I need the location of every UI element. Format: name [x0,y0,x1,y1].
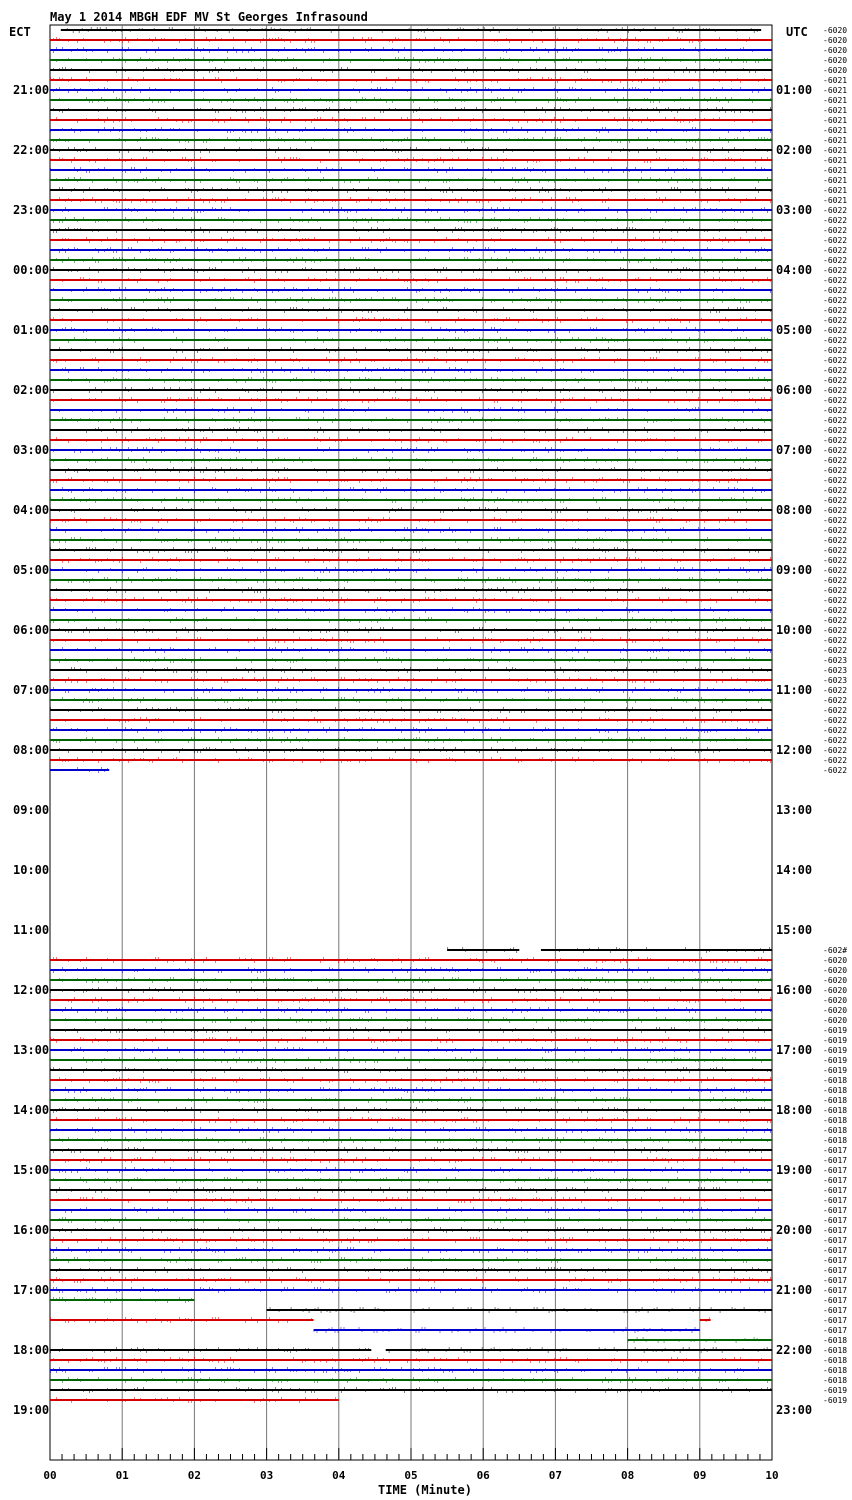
utc-hour-label: 13:00 [776,803,813,817]
trace-offset-label: -6019 [823,1036,848,1045]
trace-offset-label: -6017 [823,1246,848,1255]
ect-hour-label: 12:00 [13,983,50,997]
trace-offset-label: -6017 [823,1306,848,1315]
ect-hour-label: 23:00 [13,203,50,217]
x-tick-label: 00 [43,1469,57,1482]
ect-hour-label: 17:00 [13,1283,50,1297]
trace-offset-label: -6022 [823,696,848,705]
trace-offset-label: -6017 [823,1316,848,1325]
trace-offset-label: -6022 [823,256,848,265]
utc-hour-label: 18:00 [776,1103,813,1117]
utc-hour-label: 03:00 [776,203,813,217]
trace-offset-label: -6022 [823,386,848,395]
trace-offset-label: -6022 [823,626,848,635]
ect-hour-label: 07:00 [13,683,50,697]
trace-offset-label: -6021 [823,106,848,115]
trace-offset-label: -6021 [823,86,848,95]
trace-offset-label: -6022 [823,686,848,695]
trace-offset-label: -6018 [823,1366,848,1375]
trace-offset-label: -6022 [823,756,848,765]
trace-offset-label: -6022 [823,536,848,545]
trace-offset-label: -6022 [823,336,848,345]
utc-hour-label: 21:00 [776,1283,813,1297]
trace-offset-label: -6017 [823,1326,848,1335]
trace-offset-label: -6023 [823,666,848,675]
ect-hour-label: 04:00 [13,503,50,517]
trace-offset-label: -6018 [823,1346,848,1355]
utc-hour-label: 15:00 [776,923,813,937]
trace-offset-label: -6022 [823,416,848,425]
ect-hour-label: 13:00 [13,1043,50,1057]
ect-hour-label: 02:00 [13,383,50,397]
x-tick-label: 04 [332,1469,346,1482]
trace-offset-label: -6017 [823,1176,848,1185]
trace-offset-label: -6022 [823,206,848,215]
x-tick-label: 08 [620,1469,635,1482]
ect-hour-label: 22:00 [13,143,50,157]
trace-offset-label: -6021 [823,96,848,105]
trace-offset-label: -6022 [823,216,848,225]
utc-hour-label: 14:00 [776,863,813,877]
trace-offset-label: -6017 [823,1296,848,1305]
trace-offset-label: -6017 [823,1236,848,1245]
trace-offset-label: -6022 [823,486,848,495]
trace-offset-label: -6022 [823,566,848,575]
trace-offset-label: -6022 [823,596,848,605]
trace-offset-label: -6017 [823,1266,848,1275]
trace-offset-label: -6022 [823,296,848,305]
trace-offset-label: -6021 [823,186,848,195]
trace-offset-label: -6018 [823,1106,848,1115]
trace-offset-label: -6020 [823,976,848,985]
trace-offset-label: -6022 [823,766,848,775]
trace-offset-label: -6021 [823,176,848,185]
trace-offset-label: -6020 [823,996,848,1005]
trace-offset-label: -6022 [823,276,848,285]
utc-hour-label: 10:00 [776,623,813,637]
trace-offset-label: -6022 [823,726,848,735]
trace-offset-label: -6022 [823,266,848,275]
trace-offset-label: -6019 [823,1396,848,1405]
ect-hour-label: 09:00 [13,803,50,817]
trace-offset-label: -6022 [823,506,848,515]
trace-offset-label: -6020 [823,46,848,55]
trace-offset-label: -6020 [823,956,848,965]
x-tick-label: 07 [548,1469,563,1482]
trace-offset-label: -6019 [823,1056,848,1065]
trace-offset-label: -6021 [823,146,848,155]
trace-row [314,1328,700,1332]
x-axis-title: TIME (Minute) [378,1483,472,1497]
trace-offset-label: -6022 [823,556,848,565]
trace-offset-label: -6017 [823,1186,848,1195]
trace-offset-label: -6022 [823,446,848,455]
x-tick-label: 09 [693,1469,707,1482]
ect-hour-label: 11:00 [13,923,50,937]
trace-offset-label: -6018 [823,1096,848,1105]
trace-offset-label: -6022 [823,406,848,415]
ect-hour-label: 14:00 [13,1103,50,1117]
trace-offset-label: -6022 [823,326,848,335]
utc-hour-label: 20:00 [776,1223,813,1237]
utc-hour-label: 11:00 [776,683,813,697]
trace-offset-label: -6019 [823,1066,848,1075]
trace-offset-label: -6017 [823,1156,848,1165]
ect-hour-label: 01:00 [13,323,50,337]
ect-hour-label: 05:00 [13,563,50,577]
offset-labels [823,26,847,1405]
utc-hour-label: 09:00 [776,563,813,577]
trace-row [50,768,109,772]
utc-hour-label: 19:00 [776,1163,813,1177]
trace-offset-label: -6017 [823,1286,848,1295]
x-tick-label: 10 [765,1469,779,1482]
trace-offset-label: -6020 [823,26,848,35]
trace-offset-label: -6022 [823,466,848,475]
trace-offset-label: -6022 [823,226,848,235]
utc-hour-label: 04:00 [776,263,813,277]
trace-offset-label: -6021 [823,156,848,165]
utc-hour-label: 17:00 [776,1043,813,1057]
trace-offset-label: -6022 [823,436,848,445]
ect-hour-label: 06:00 [13,623,50,637]
trace-offset-label: -6022 [823,356,848,365]
utc-hour-label: 05:00 [776,323,813,337]
trace-offset-label: -6020 [823,66,848,75]
trace-offset-label: -6022 [823,586,848,595]
trace-offset-label: -6022 [823,736,848,745]
trace-offset-label: -6022 [823,576,848,585]
trace-offset-label: -6022 [823,706,848,715]
utc-hour-label: 01:00 [776,83,813,97]
trace-offset-label: -6021 [823,136,848,145]
trace-offset-label: -6020 [823,986,848,995]
trace-offset-label: -6022 [823,616,848,625]
ect-hour-label: 19:00 [13,1403,50,1417]
x-tick-label: 01 [115,1469,129,1482]
trace-offset-label: -6022 [823,346,848,355]
ect-hour-label: 03:00 [13,443,50,457]
utc-hour-label: 12:00 [776,743,813,757]
trace-offset-label: -6018 [823,1116,848,1125]
trace-offset-label: -6022 [823,646,848,655]
trace-offset-label: -6022 [823,476,848,485]
trace-offset-label: -6018 [823,1086,848,1095]
x-axis [43,1448,778,1482]
trace-offset-label: -6018 [823,1076,848,1085]
trace-offset-label: -6020 [823,1006,848,1015]
trace-offset-label: -6022 [823,516,848,525]
ect-hour-label: 16:00 [13,1223,50,1237]
x-tick-label: 06 [476,1469,490,1482]
ect-hour-label: 00:00 [13,263,50,277]
trace-offset-label: -6018 [823,1136,848,1145]
trace-offset-label: -6021 [823,126,848,135]
trace-offset-label: -6017 [823,1196,848,1205]
ect-hour-label: 21:00 [13,83,50,97]
trace-offset-label: -6022 [823,496,848,505]
trace-offset-label: -6021 [823,76,848,85]
trace-offset-label: -6022 [823,716,848,725]
trace-offset-label: -6022 [823,636,848,645]
trace-offset-label: -6017 [823,1146,848,1155]
trace-offset-label: -6022 [823,236,848,245]
trace-offset-label: -6021 [823,166,848,175]
trace-offset-label: -6023 [823,656,848,665]
trace-offset-label: -6022 [823,376,848,385]
ect-hour-label: 18:00 [13,1343,50,1357]
trace-offset-label: -6022 [823,606,848,615]
trace-offset-label: -6017 [823,1216,848,1225]
chart-title: May 1 2014 MBGH EDF MV St Georges Infrasound [50,10,368,24]
trace-row [447,948,772,952]
utc-hour-label: 23:00 [776,1403,813,1417]
trace-offset-label: -6018 [823,1356,848,1365]
trace-offset-label: -6019 [823,1026,848,1035]
trace-offset-label: -6022 [823,306,848,315]
trace-offset-label: -6022 [823,426,848,435]
trace-offset-label: -6022 [823,246,848,255]
trace-offset-label: -6020 [823,56,848,65]
trace-offset-label: -6021 [823,196,848,205]
trace-offset-label: -6022 [823,746,848,755]
utc-hour-label: 08:00 [776,503,813,517]
x-tick-label: 03 [259,1469,274,1482]
utc-hour-label: 02:00 [776,143,813,157]
right-zone-label: UTC [786,25,808,39]
trace-offset-label: -6022 [823,526,848,535]
trace-offset-label: -6022 [823,316,848,325]
trace-offset-label: -6020 [823,1016,848,1025]
trace-offset-label: -6017 [823,1256,848,1265]
trace-offset-label: -6017 [823,1206,848,1215]
utc-hour-label: 06:00 [776,383,813,397]
trace-offset-label: -6020 [823,966,848,975]
x-tick-label: 02 [187,1469,202,1482]
utc-hour-label: 07:00 [776,443,813,457]
utc-hour-label: 16:00 [776,983,813,997]
trace-offset-label: -6022 [823,286,848,295]
x-tick-label: 05 [404,1469,418,1482]
trace-offset-label: -6018 [823,1376,848,1385]
trace-offset-label: -6022 [823,456,848,465]
trace-offset-label: -6019 [823,1046,848,1055]
ect-hour-label: 10:00 [13,863,50,877]
ect-hour-label: 15:00 [13,1163,50,1177]
trace-offset-label: -6018 [823,1126,848,1135]
trace-offset-label: -602# [823,946,848,955]
trace-offset-label: -6020 [823,36,848,45]
trace-offset-label: -6022 [823,366,848,375]
trace-offset-label: -6018 [823,1336,848,1345]
trace-row [267,1308,772,1312]
left-zone-label: ECT [9,25,31,39]
trace-offset-label: -6022 [823,546,848,555]
utc-hour-label: 22:00 [776,1343,813,1357]
trace-offset-label: -6017 [823,1276,848,1285]
trace-offset-label: -6017 [823,1226,848,1235]
ect-hour-label: 08:00 [13,743,50,757]
trace-row [50,1318,711,1322]
trace-offset-label: -6017 [823,1166,848,1175]
trace-offset-label: -6019 [823,1386,848,1395]
trace-offset-label: -6021 [823,116,848,125]
trace-offset-label: -6022 [823,396,848,405]
trace-offset-label: -6023 [823,676,848,685]
